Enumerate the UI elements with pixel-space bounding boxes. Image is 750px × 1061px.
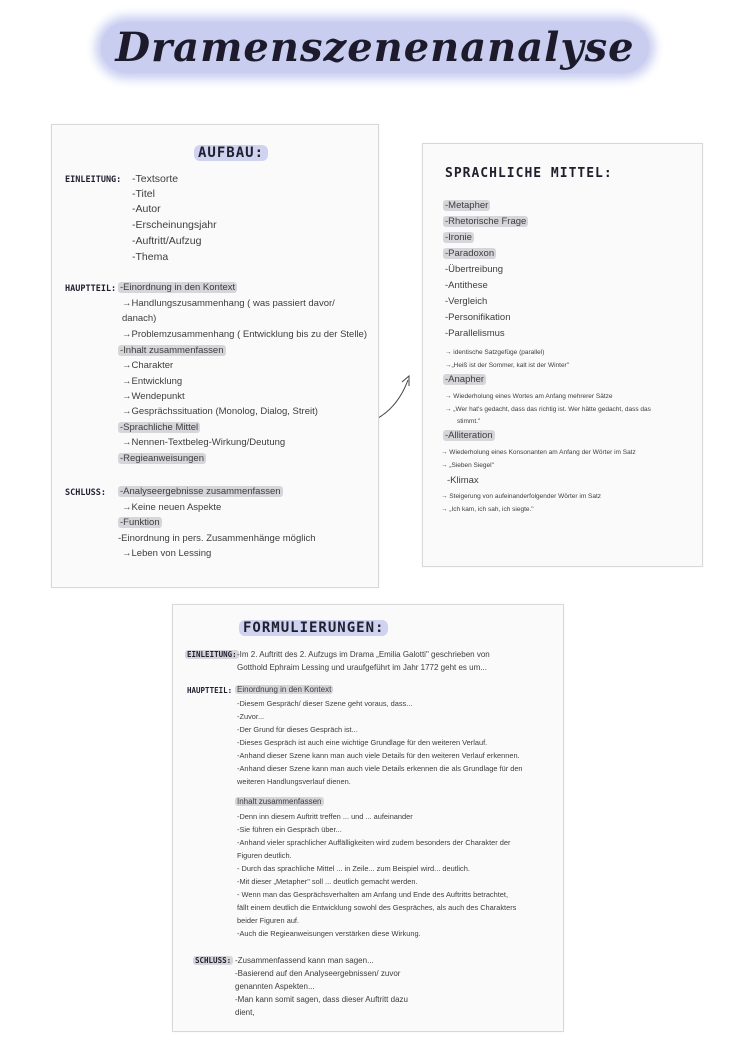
list-item: -Einordnung in den Kontext	[120, 282, 236, 293]
list-item: → identische Satzgefüge (parallel)	[445, 349, 545, 356]
list-item: stimmt."	[457, 418, 481, 425]
list-item: -Metapher	[445, 200, 489, 211]
list-item: -Analyseergebnisse zusammenfassen	[120, 486, 281, 497]
text-line: -Dieses Gespräch ist auch eine wichtige Grundlage für den weiteren Verlauf.	[237, 738, 488, 747]
text-line: -Im 2. Auftritt des 2. Aufzugs im Drama „Emilia Galotti" geschrieben von	[237, 650, 490, 659]
list-item: →Problemzusammenhang ( Entwicklung bis zu der Stelle)	[122, 329, 367, 340]
sprachliche-mittel-card	[422, 143, 703, 567]
list-item: danach)	[122, 313, 157, 324]
list-item: → „Sieben Siegel"	[441, 462, 494, 469]
list-item: -Titel	[132, 188, 155, 200]
text-line: -Denn inn diesem Auftritt treffen ... und ... aufeinander	[237, 812, 413, 821]
list-item: →Entwicklung	[122, 376, 183, 387]
text-line: -Zusammenfassend kann man sagen...	[235, 956, 374, 965]
list-item: -Textsorte	[132, 173, 179, 185]
list-item: →Nennen-Textbeleg-Wirkung/Deutung	[122, 437, 286, 448]
page-title: Dramenszenenanalyse	[101, 22, 648, 73]
subheading: Inhalt zusammenfassen	[237, 797, 322, 806]
list-item: -Inhalt zusammenfassen	[120, 345, 224, 356]
aufbau-schluss-label: SCHLUSS:	[65, 488, 106, 498]
text-line: -Anhand dieser Szene kann man auch viele Details erkennen die als Grundlage für den	[237, 764, 523, 773]
text-line: -Zuvor...	[237, 712, 265, 721]
list-item: -Funktion	[120, 517, 160, 528]
list-item: → Steigerung von aufeinanderfolgender Wörter im Satz	[441, 493, 602, 500]
formulierungen-hauptteil-label: HAUPTTEIL:	[187, 686, 233, 695]
list-item: →Wendepunkt	[122, 391, 185, 402]
text-line: Gotthold Ephraim Lessing und uraufgeführt im Jahr 1772 geht es um...	[237, 663, 487, 672]
text-line: -Anhand vieler sprachlicher Auffälligkeiten wird zudem besonders der Charakter der	[237, 838, 511, 847]
list-item: -Thema	[132, 251, 169, 263]
text-line: -Sie führen ein Gespräch über...	[237, 825, 342, 834]
list-item: -Sprachliche Mittel	[120, 422, 199, 433]
text-line: -Diesem Gespräch/ dieser Szene geht voraus, dass...	[237, 699, 413, 708]
aufbau-einleitung-label: EINLEITUNG:	[65, 175, 122, 185]
formulierungen-schluss-label: SCHLUSS:	[195, 956, 232, 965]
list-item: →Keine neuen Aspekte	[122, 502, 222, 513]
list-item: -Vergleich	[445, 296, 488, 307]
text-line: -Anhand dieser Szene kann man auch viele Details für den weiteren Verlauf erkennen.	[237, 751, 520, 760]
text-line: fällt einem deutlich die Entwicklung sowohl des Gespräches, als auch des Charakters	[237, 903, 517, 912]
list-item: → Wiederholung eines Konsonanten am Anfang der Wörter im Satz	[441, 449, 636, 456]
list-item: -Antithese	[445, 280, 488, 291]
formulierungen-card	[172, 604, 564, 1032]
list-item: -Einordnung in pers. Zusammenhänge möglich	[118, 533, 316, 544]
formulierungen-heading: FORMULIERUNGEN:	[239, 620, 388, 636]
text-line: genannten Aspekten...	[235, 982, 315, 991]
text-line: dient,	[235, 1008, 255, 1017]
list-item: -Auftritt/Aufzug	[132, 235, 202, 247]
text-line: -Man kann somit sagen, dass dieser Auftritt dazu	[235, 995, 408, 1004]
text-line: Figuren deutlich.	[237, 851, 292, 860]
aufbau-card	[51, 124, 379, 588]
list-item: -Regieanweisungen	[120, 453, 204, 464]
list-item: -Klimax	[447, 475, 479, 486]
list-item: →Gesprächssituation (Monolog, Dialog, Streit)	[122, 406, 318, 417]
list-item: -Ironie	[445, 232, 472, 243]
text-line: -Auch die Regieanweisungen verstärken diese Wirkung.	[237, 929, 421, 938]
list-item: →„Heiß ist der Sommer, kalt ist der Winter"	[445, 362, 570, 369]
list-item: -Übertreibung	[445, 264, 504, 275]
list-item: -Autor	[132, 203, 161, 215]
aufbau-heading: AUFBAU:	[194, 145, 268, 161]
list-item: -Erscheinungsjahr	[132, 219, 217, 231]
text-line: -Basierend auf den Analyseergebnissen/ zuvor	[235, 969, 401, 978]
list-item: -Parallelismus	[445, 328, 505, 339]
list-item: →Leben von Lessing	[122, 548, 212, 559]
list-item: -Anapher	[445, 374, 485, 385]
list-item: -Paradoxon	[445, 248, 495, 259]
list-item: →Charakter	[122, 360, 174, 371]
text-line: weiteren Handlungsverlauf dienen.	[237, 777, 351, 786]
list-item: → „Wer hat's gedacht, dass das richtig ist. Wer hätte gedacht, dass das	[445, 406, 651, 413]
subheading: Einordnung in den Kontext	[237, 685, 332, 694]
list-item: -Alliteration	[445, 430, 493, 441]
list-item: -Personifikation	[445, 312, 511, 323]
aufbau-hauptteil-label: HAUPTTEIL:	[65, 284, 117, 294]
list-item: → „Ich kam, ich sah, ich siegte."	[441, 506, 534, 513]
formulierungen-einleitung-label: EINLEITUNG:	[187, 650, 237, 659]
list-item: -Rhetorische Frage	[445, 216, 527, 227]
text-line: -Mit dieser „Metapher" soll ... deutlich gemacht werden.	[237, 877, 418, 886]
text-line: beider Figuren auf.	[237, 916, 300, 925]
list-item: →Handlungszusammenhang ( was passiert davor/	[122, 298, 335, 309]
list-item: → Wiederholung eines Wortes am Anfang mehrerer Sätze	[445, 393, 613, 400]
text-line: - Wenn man das Gesprächsverhalten am Anfang und Ende des Auftritts betrachtet,	[237, 890, 509, 899]
text-line: - Durch das sprachliche Mittel ... in Zeile... zum Beispiel wird... deutlich.	[237, 864, 470, 873]
sprachliche-heading: SPRACHLICHE MITTEL:	[445, 166, 613, 181]
text-line: -Der Grund für dieses Gespräch ist...	[237, 725, 358, 734]
